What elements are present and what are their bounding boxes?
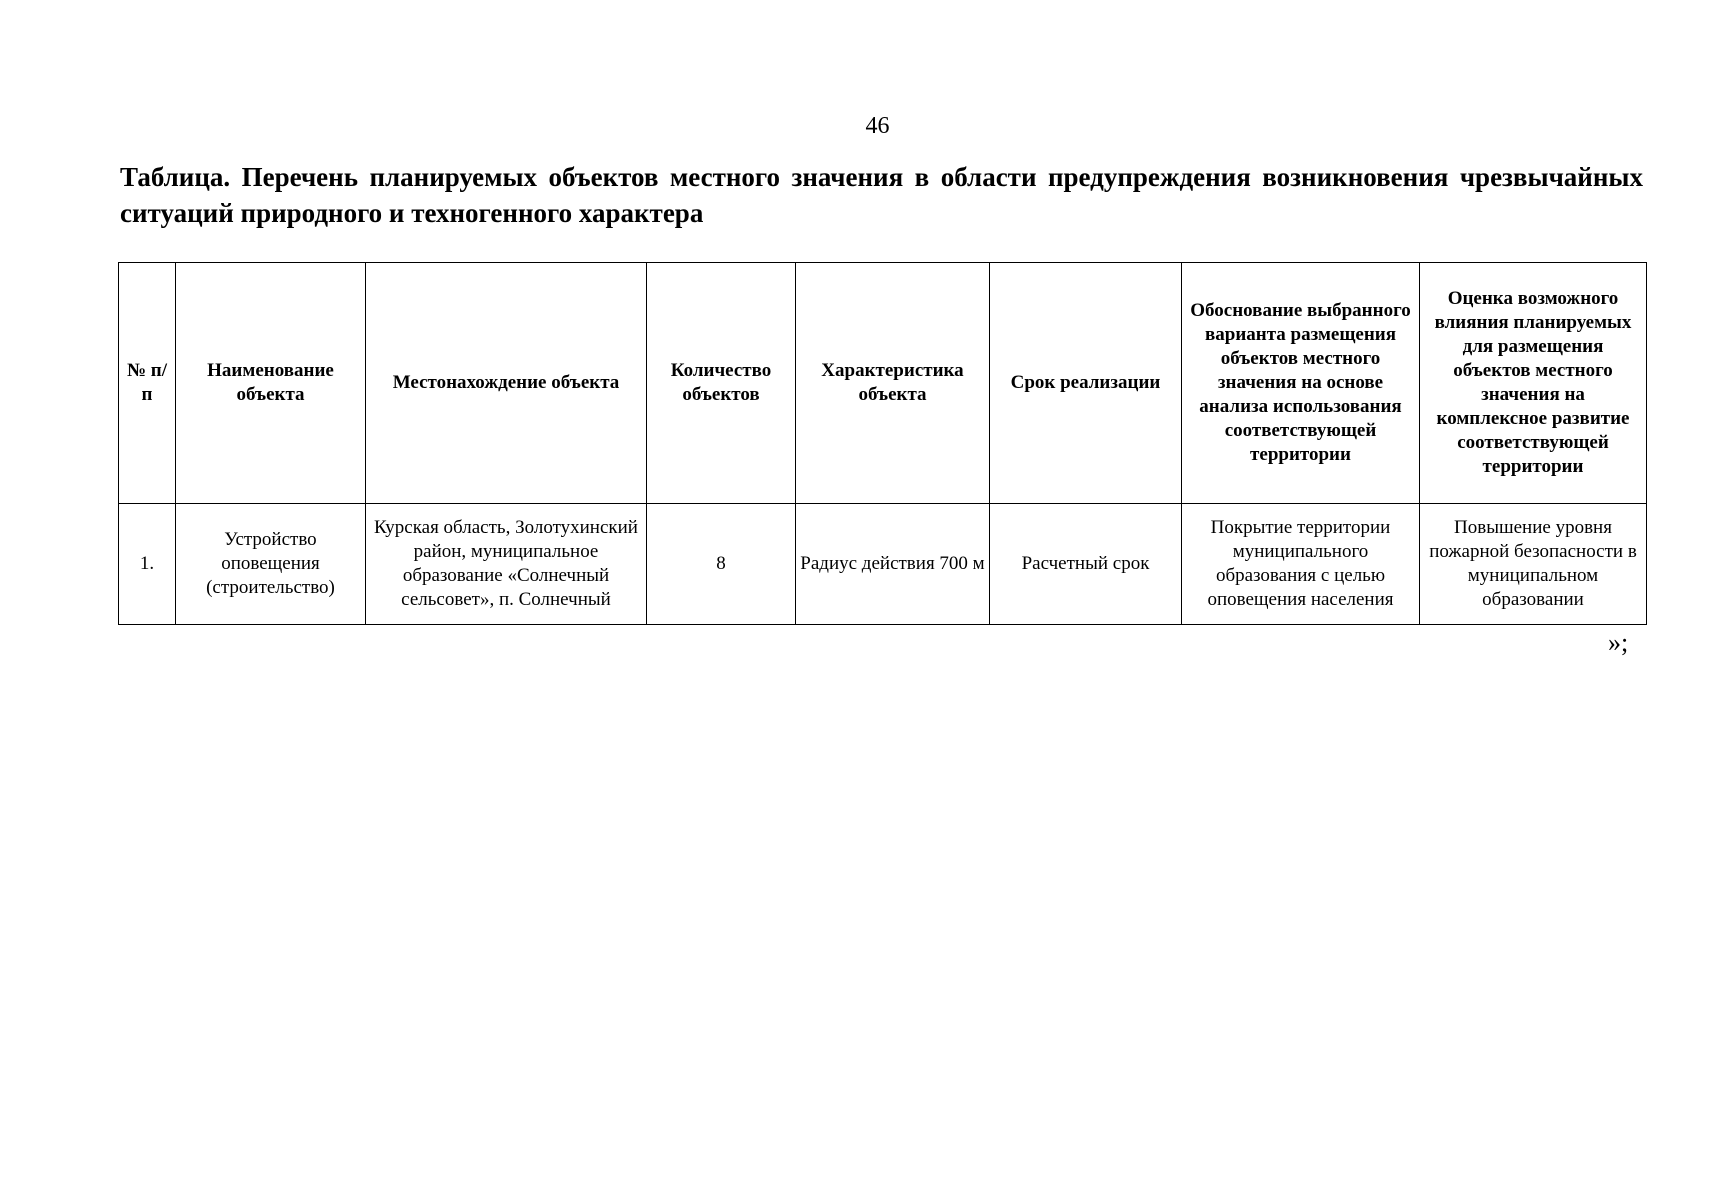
table-header-row xyxy=(119,263,1647,504)
cell-object-name: Устройство оповещения (строительство) xyxy=(176,504,366,625)
header-characteristics: Характеристика объекта xyxy=(796,263,990,504)
header-number: № п/п xyxy=(119,263,176,504)
cell-impact-assessment: Повышение уровня пожарной безопасности в муниципальном образовании xyxy=(1420,504,1647,625)
page-number: 46 xyxy=(865,113,890,139)
cell-quantity: 8 xyxy=(647,504,796,625)
closing-quote-mark: »; xyxy=(1608,628,1629,657)
header-location: Местонахождение объекта xyxy=(366,263,647,504)
cell-characteristics: Радиус действия 700 м xyxy=(796,504,990,625)
header-quantity: Количество объектов xyxy=(647,263,796,504)
header-impact-assessment: Оценка возможного влияния планируемых для размещения объектов местного значения на комплексное развитие соответствующей территории xyxy=(1420,263,1647,504)
cell-number: 1. xyxy=(119,504,176,625)
objects-table xyxy=(118,262,1647,625)
cell-justification: Покрытие территории муниципального образования с целью оповещения населения xyxy=(1182,504,1420,625)
header-justification: Обоснование выбранного варианта размещения объектов местного значения на основе анализа использования соответствующей территории xyxy=(1182,263,1420,504)
header-term: Срок реализации xyxy=(990,263,1182,504)
document-title: Таблица. Перечень планируемых объектов местного значения в области предупреждения возникновения чрезвычайных ситуаций природного и техногенного характера xyxy=(120,162,1643,228)
header-object-name: Наименование объекта xyxy=(176,263,366,504)
cell-term: Расчетный срок xyxy=(990,504,1182,625)
table-row xyxy=(119,504,1647,625)
cell-location: Курская область, Золотухинский район, муниципальное образование «Солнечный сельсовет», п. Солнечный xyxy=(366,504,647,625)
